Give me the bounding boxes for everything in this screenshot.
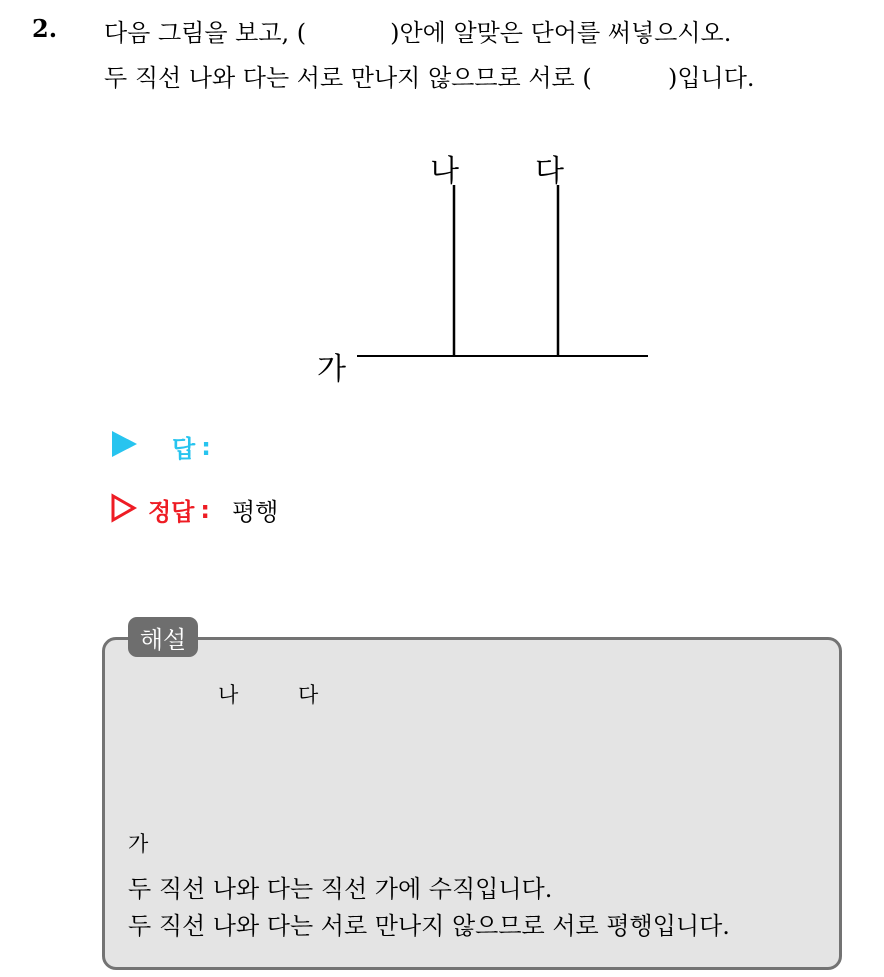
expl-label-da: 다 [298, 683, 319, 707]
label-da: 다 [535, 154, 564, 189]
correct-answer-marker-icon [113, 496, 134, 520]
explanation-tab: 해설 [128, 617, 198, 657]
expl-label-ga: 가 [128, 832, 149, 856]
correct-answer-colon: : [200, 495, 210, 524]
label-na: 나 [430, 154, 459, 189]
answer-label: 답 [172, 435, 196, 463]
answer-marker-icon [112, 431, 137, 457]
explanation-line-2: 두 직선 나와 다는 서로 만나지 않으므로 서로 평행입니다. [128, 912, 730, 940]
question-sentence: 두 직선 나와 다는 서로 만나지 않으므로 서로 ( )입니다. [104, 64, 755, 92]
expl-label-na: 나 [218, 683, 239, 707]
correct-answer-row [148, 492, 278, 527]
question-number: 2. [32, 14, 58, 43]
correct-answer-value: 평행 [231, 498, 279, 526]
answer-row [172, 429, 233, 464]
answer-colon: : [201, 432, 211, 461]
question-instruction: 다음 그림을 보고, ( )안에 알맞은 단어를 써넣으시오. [104, 19, 732, 47]
label-ga: 가 [317, 352, 346, 387]
correct-answer-label: 정답 [148, 498, 195, 526]
explanation-line-1: 두 직선 나와 다는 직선 가에 수직입니다. [128, 875, 553, 903]
